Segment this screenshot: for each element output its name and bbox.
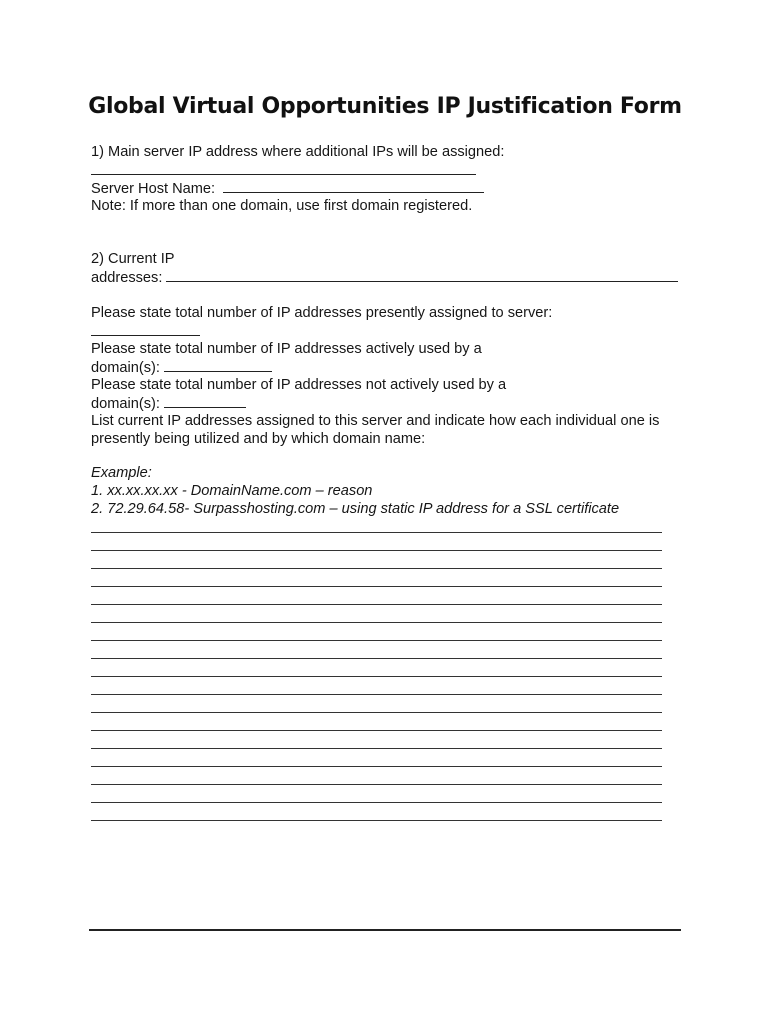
writing-line[interactable]: [91, 694, 662, 695]
actively-used-blank[interactable]: [164, 358, 272, 372]
example-item-2: 2. 72.29.64.58- Surpasshosting.com – using static IP address for a SSL certificate: [91, 501, 620, 517]
list-instruction-line1: List current IP addresses assigned to this server and indicate how each individual one is: [91, 413, 660, 429]
q2-heading: 2) Current IP: [91, 251, 175, 267]
writing-line[interactable]: [91, 712, 662, 713]
example-item-1: 1. xx.xx.xx.xx - DomainName.com – reason: [91, 483, 373, 499]
not-actively-used-row: [91, 394, 246, 413]
writing-line[interactable]: [91, 748, 662, 749]
actively-used-label: domain(s):: [91, 360, 160, 376]
writing-line[interactable]: [91, 766, 662, 767]
q1-heading: 1) Main server IP address where additional IPs will be assigned:: [91, 144, 505, 160]
main-ip-blank[interactable]: [91, 161, 476, 175]
not-actively-used-blank[interactable]: [164, 394, 246, 408]
server-host-name-label: Server Host Name:: [91, 181, 216, 197]
writing-line[interactable]: [91, 604, 662, 605]
actively-used-question: Please state total number of IP addresses actively used by a: [91, 341, 482, 357]
writing-line[interactable]: [91, 730, 662, 731]
writing-line[interactable]: [91, 820, 662, 821]
writing-line[interactable]: [91, 622, 662, 623]
server-host-name-row: [91, 179, 484, 198]
current-ip-addresses-row: [91, 268, 678, 287]
q1-note: Note: If more than one domain, use first domain registered.: [91, 198, 473, 214]
footer-divider: [89, 929, 681, 931]
current-ip-addresses-blank[interactable]: [166, 268, 678, 282]
example-label: Example:: [91, 465, 152, 481]
total-assigned-field-line: [91, 322, 200, 341]
writing-line[interactable]: [91, 676, 662, 677]
writing-line[interactable]: [91, 658, 662, 659]
current-ip-addresses-label: addresses:: [91, 270, 163, 286]
q1-ip-field-line[interactable]: [91, 161, 476, 180]
writing-line[interactable]: [91, 532, 662, 533]
writing-line[interactable]: [91, 550, 662, 551]
total-assigned-blank[interactable]: [91, 322, 200, 336]
list-instruction-line2: presently being utilized and by which domain name:: [91, 431, 426, 447]
writing-line[interactable]: [91, 586, 662, 587]
writing-line[interactable]: [91, 802, 662, 803]
server-host-name-blank[interactable]: [223, 179, 484, 193]
writing-line[interactable]: [91, 640, 662, 641]
writing-line[interactable]: [91, 784, 662, 785]
not-actively-used-question: Please state total number of IP addresses not actively used by a: [91, 377, 507, 393]
actively-used-row: [91, 358, 272, 377]
writing-line[interactable]: [91, 568, 662, 569]
not-actively-used-label: domain(s):: [91, 396, 160, 412]
total-assigned-question: Please state total number of IP addresses presently assigned to server:: [91, 305, 553, 321]
form-title: Global Virtual Opportunities IP Justification Form: [88, 94, 682, 119]
